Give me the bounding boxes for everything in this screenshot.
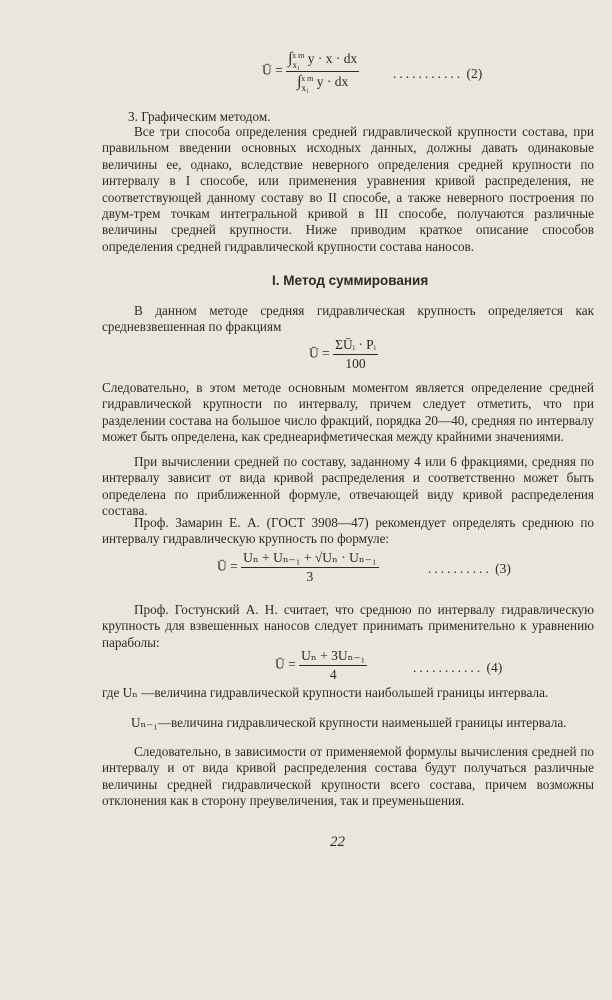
equation-2 bbox=[262, 50, 359, 93]
equation-2-leader bbox=[393, 66, 482, 82]
equation-mean-numerator: ΣŪᵢ · Pᵢ bbox=[333, 337, 378, 355]
equation-3 bbox=[217, 550, 379, 585]
equation-4-numerator: Uₙ + 3Uₙ₋₁ bbox=[299, 648, 367, 666]
equation-mean-fraction bbox=[333, 337, 378, 372]
equation-2-dots: ........... bbox=[393, 66, 464, 81]
paragraph-in-this-method: В данном методе средняя гидравлическая крупность определяется как средневзвешенная по фракциям bbox=[102, 303, 594, 335]
page-number: 22 bbox=[330, 834, 345, 850]
equation-mean-denominator: 100 bbox=[345, 356, 366, 371]
equation-3-leader bbox=[428, 561, 511, 577]
equation-3-number: (3) bbox=[495, 561, 511, 576]
paragraph-consequently: Следовательно, в зависимости от применяемой формулы вычисления средней по интервалу и от вида кривой распределения состава будут получаться различные величины средней гидравлической крупности всего состава, причем возможны отклонения как в сторону преувеличения, так и преуменьшения. bbox=[102, 744, 594, 809]
equation-mean-lhs: Ū = bbox=[309, 345, 330, 361]
paragraph-method-3: 3. Графическим методом. bbox=[128, 109, 271, 124]
equation-3-fraction bbox=[241, 550, 378, 585]
equation-4-denominator: 4 bbox=[329, 667, 337, 682]
equation-4-number: (4) bbox=[486, 660, 503, 675]
equation-3-lhs: Ū = bbox=[217, 558, 238, 574]
paragraph-therefore: Следовательно, в этом методе основным моментом является определение средней гидравлической крупности по интервалу, причем следует отметить, что при разделении состава на большое число фракций, порядка 20—40, средняя по интервалу может быть определена, как среднеарифметическая между крайними значениями. bbox=[102, 380, 594, 445]
section-heading: I. Метод суммирования bbox=[272, 273, 429, 288]
equation-4-dots: ........... bbox=[413, 660, 484, 675]
equation-4-leader bbox=[413, 660, 502, 676]
paragraph-gostunsky: Проф. Гостунский А. Н. считает, что среднюю по интервалу гидравлическую крупность для взвешенных наносов следует принимать применительно к уравнению параболы: bbox=[102, 602, 594, 650]
paragraph-zamarin: Проф. Замарин Е. А. (ГОСТ 3908—47) рекомендует определять среднюю по интервалу гидравлическую крупность по формуле: bbox=[102, 515, 594, 547]
equation-2-fraction: $\frac{\int_{x_1}^{x m} y \cdot x \cdot dx}{\int_{x_1}^{x m} y \cdot dx}$ bbox=[288, 50, 358, 93]
equation-4-fraction bbox=[299, 648, 367, 683]
equation-mean bbox=[309, 337, 378, 372]
definition-un: где Uₙ —величина гидравлической крупности наибольшей границы интервала. bbox=[102, 685, 549, 700]
equation-2-number: (2) bbox=[466, 66, 483, 81]
paragraph-when-computing: При вычислении средней по составу, заданному 4 или 6 фракциями, средняя по интервалу зависит от вида кривой распределения и соответственно может быть определена по приближенной формуле, отвечающей виду кривой распределения состава. bbox=[102, 454, 594, 519]
equation-4-lhs: Ū = bbox=[275, 656, 296, 672]
equation-2-lhs: Ū = bbox=[262, 62, 283, 78]
paragraph-all-three: Все три способа определения средней гидравлической крупности состава, при правильном введении основных исходных данных, должны давать одинаковые величины ее, однако, вследствие неверного определения средней крупности по интервалу в I способе, или применения уравнения кривой распределения, не соответствующей данному составу во II способе, а также неверного построения по двум-трем точкам интегральной кривой в III способе, получаются различные величины средней крупности. Ниже приводим краткое описание способов определения средней гидравлической крупности состава наносов. bbox=[102, 124, 594, 254]
equation-4 bbox=[275, 648, 367, 683]
equation-3-numerator: Uₙ + Uₙ₋₁ + √Uₙ · Uₙ₋₁ bbox=[241, 550, 378, 568]
definition-un-1: Uₙ₋₁—величина гидравлической крупности наименьшей границы интервала. bbox=[131, 715, 567, 730]
equation-3-denominator: 3 bbox=[306, 569, 314, 584]
equation-3-dots: .......... bbox=[428, 561, 492, 576]
